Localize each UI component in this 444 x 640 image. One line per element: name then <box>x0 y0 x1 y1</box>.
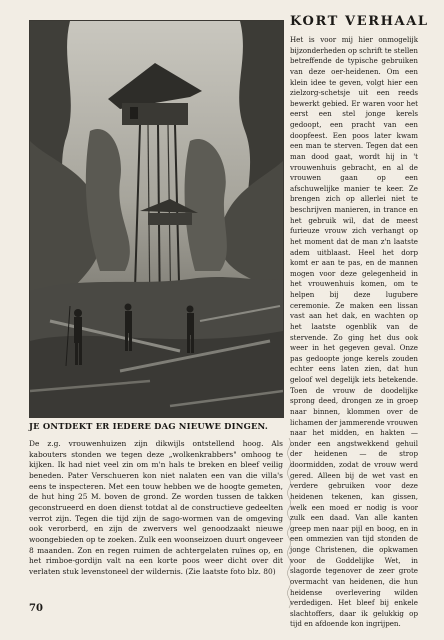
treehouse-photo-graphic <box>30 21 283 417</box>
story-text: Het is voor mij hier onmogelijk bijzonderheden op schrift te stellen betreffende de typische gebruiken van deze oer-heidenen. Om een klein idee te geven, volgt hier een zielzorg-schetsje uit een reeds bewerkt gebied. Er waren voor het eerst een stel jonge kerels gedoopt, een pracht van een doopfeest. Een poos later kwam een man te sterven. Tegen dat een man dood gaat, wordt hij in 't vrouwenhuis gebracht, en al de vrouwen gaan op een afschuwelijke manier te keer. Ze brengen zich op allerlei niet te beschrijven manieren, in trance en het gebruik wil, dat de meest furieuze vrouw zich verhangt op het moment dat de man z'n laatste adem uitblaast. Heel het dorp komt er aan te pas, en de mannen mogen voor deze gelegenheid in het vrouwenhuis komen, om te helpen bij deze lugubere ceremonie. Ze maken een lissan vast aan het dak, en wachten op het laatste ogenblik van de stervende. Zo ging het dus ook weer in het gegeven geval. Onze pas gedoopte jonge kerels zouden echter eens laten zien, dat hun geloof wel degelijk iets betekende. Toen de vrouw de doodelijke sprong deed, drongen ze in groep naar binnen, klommen over de lichamen der jammerende vrouwen naar het midden, en hakten — onder een angstwekkend gehuil der heidenen — de strop doormidden, zodat de vrouw werd gered. Alleen bij de wet vast en verdere gebruiken voor deze heidenen tekenen, kan gissen, welk een moed er nodig is voor zulk een daad. Van alle kanten greep men naar pijl en boog, en in een ommezien van tijd stonden de jonge Christenen, die opkwamen voor de Goddelijke Wet, in slagorde tegenover de zeer grote overmacht van heidenen, die hun heidense overlevering wilden verdedigen. Het bleef bij enkele slachtoffers, daar ik gelukkig op tijd en afdoende kon ingrijpen. <box>290 35 418 629</box>
caption-heading: JE ONTDEKT ER IEDERE DAG NIEUWE DINGEN. <box>29 421 268 431</box>
story-heading: KORT VERHAAL <box>290 14 429 29</box>
story-column <box>290 14 429 630</box>
column-divider-ornament <box>285 438 293 613</box>
page-number: 70 <box>29 603 43 614</box>
caption-text: De z.g. vrouwenhuizen zijn dikwijls ontstellend hoog. Als kabouters stonden we tegen deze „wolkenkrabbers" omhoog te kijken. Ik had niet veel zin om m'n hals te breken en bleef veilig beneden. Pater Verschueren kon niet nalaten een van die villa's eens te inspecteren. Met een touw hebben we de hoogte gemeten, de hut hing 25 M. boven de grond. Ze worden tussen de takken geconstrueerd en doen dienst totdat al de constructieve gedeelten verrot zijn. Tegen die tijd zijn de sago-wormen van de omgeving ook verorberd, en zijn de zwervers wel genoodzaakt nieuwe woongebieden op te zoeken. Zulk een woonseizoen duurt ongeveer 8 maanden. Zon en regen ruimen de achtergelaten ruïnes op, en het rimboe-gordijn valt na een korte poos weer dicht over dit verlaten stuk levenstoneel der wildernis. (Zie laatste foto blz. 80) <box>29 439 283 576</box>
treehouse-photo <box>29 20 284 418</box>
